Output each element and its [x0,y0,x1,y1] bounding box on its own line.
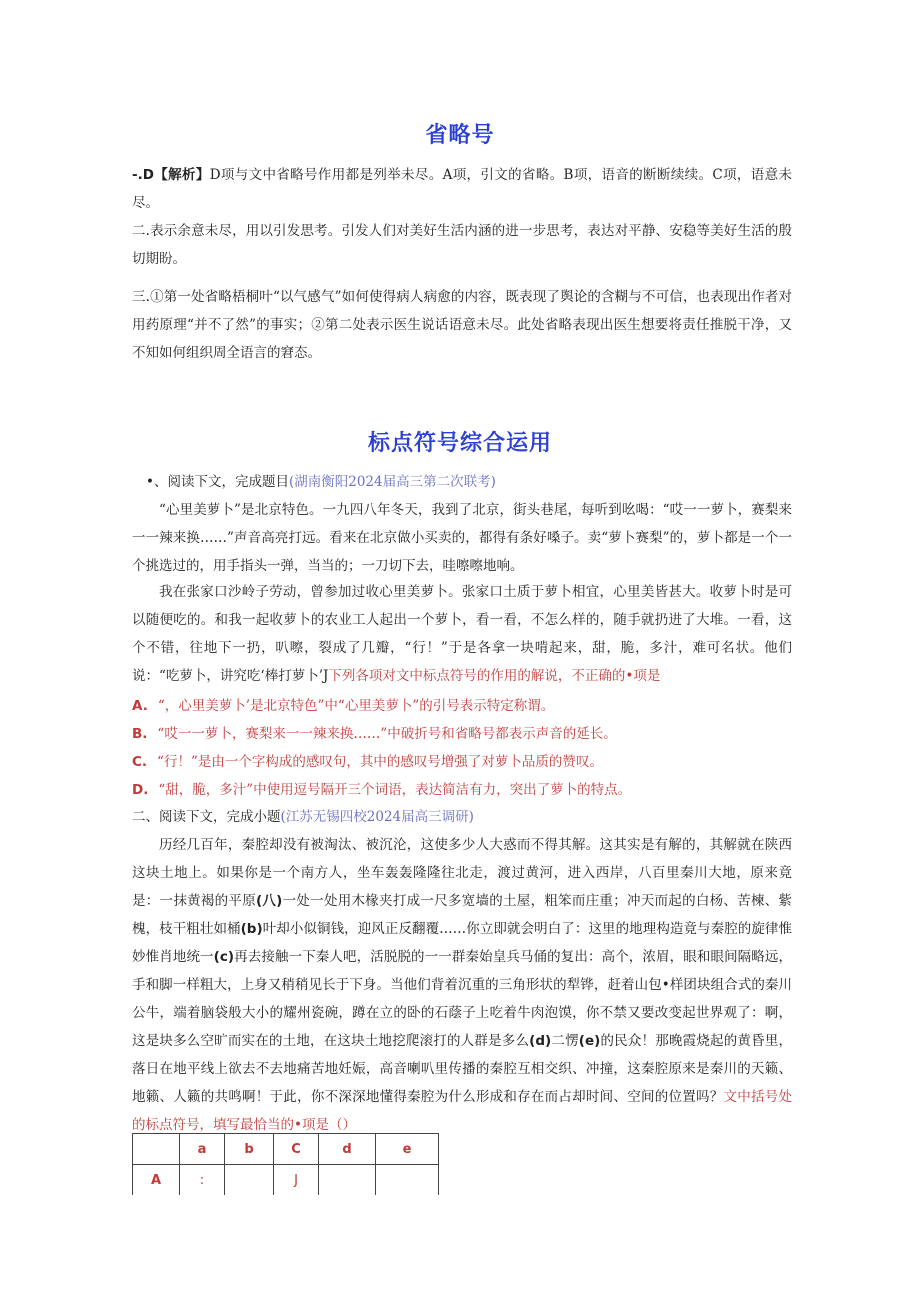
table-header-cell: d [319,1134,376,1165]
answer-table-header [133,1134,439,1165]
table-header-cell: C [274,1134,319,1165]
passage2-seg-e: 二愣 [551,1033,579,1049]
part1-heading [132,468,792,496]
passage2 [132,831,792,1139]
passage1-para2-text: 我在张家口沙岭子劳动，曾参加过收心里美萝卜。张家口土质于萝卜相宜，心里美皆甚大。收萝卜时是可以随便吃的。和我一起收萝卜的农业工人起出一个萝卜，看一看，不怎么样的，随手就扔进了大堆。一看，这个不错，往地下一扔，叭嚓，裂成了几瓣，“行！”于是各拿一块啃起来，甜，脆，多汁，难可名状。他们说：“吃萝卜，讲究吃‘棒打萝卜’J [132,584,792,684]
blank-c: (c) [213,949,235,965]
table-cell [319,1165,376,1196]
table-cell [376,1165,439,1196]
blank-e: (e) [578,1033,601,1049]
blank-d: (d) [529,1033,552,1049]
option-c-label: C. [132,754,148,770]
table-cell: A [133,1165,180,1196]
part1-heading-text: •、阅读下文，完成题目 [146,474,289,490]
option-a-text: “，心里美萝卜’是北京特色”中“心里美萝卜”的引号表示特定称谓。 [157,698,555,714]
option-b [132,720,792,748]
part2-source: (江苏无锡四校2024届高三调研) [280,809,474,825]
section-title-ellipsis: 省略号 [425,123,495,148]
part1-source: (湖南衡阳2024届高三第二次联考) [288,474,496,490]
option-b-text: “哎一一萝卜，赛梨来一一辣来换……”中破折号和省略号都表示声音的延长。 [157,726,617,742]
answer-table [132,1133,439,1195]
passage2-seg-d: 再去接触一下秦人吧，活脱脱的一一群秦始皇兵马俑的复出：高个，浓眉，眼和眼间隔略远，手和脚一样粗大，上身又稍稍见长于下身。当他们背着沉重的三角形状的犁铧，赶着山包•样团块组合式的秦川公牛，端着脑袋般大小的耀州瓷碗，蹲在立的卧的石蔭子上吃着牛肉泡馍，你不禁又要改变起世界观了：啊，这是块多么空旷而实在的土地，在这块土地挖爬滚打的人群是多么 [132,949,793,1049]
option-a-label: A. [132,698,148,714]
option-c [132,748,792,776]
table-header-cell: b [225,1134,274,1165]
blank-a: (八) [255,893,283,909]
passage2-seg-a: 历经几百年，秦腔却没有被淘汰、被沉沦，这使多少人大惑而不得其解。这其实是有解的，其解就在陕西这块土地上。如果你是一个南方人，坐车轰轰隆隆往北走，渡过黄河，进入西岸，八百里秦川大地，原来竟是：一抹黄褐的平原 [132,837,792,909]
option-d-label: D. [132,782,149,798]
passage2-seg-f: 的民众！那晚霞烧起的黄昏里，落日在地平线上欲去不去地痛苦地妊娠，高音喇叭里传播的秦腔互相交织、冲撞，这秦腔原来是秦川的天籁、地籁、人籁的共鸣啊！于此，你不深深地懂得秦腔为什么形成和存在而占却时间、空间的位置吗？ [132,1033,793,1105]
passage2-seg-b: 一处一处用木椽夹打成一尺多宽墙的土屋，粗笨而庄重；冲天而起的白杨、苦楝、紫槐，枝干粗壮如桶 [132,893,792,937]
table-header-cell: a [180,1134,225,1165]
part2-heading-text: 二、阅读下文，完成小题 [132,809,281,825]
option-d [132,776,792,804]
answer-3: 三.①第一处省略梧桐叶“以气感气”如何使得病人病愈的内容，既表现了舆论的含糊与不可信，也表现出作者对用药原理“并不了然”的事实；②第二处表示医生说话语意未尽。此处省略表现出医生想要将责任推脱干净，又不知如何组织周全语言的窘态。 [132,289,792,361]
table-row [133,1165,439,1196]
option-b-label: B. [132,726,148,742]
option-c-text: “行！”是由一个字构成的感叹句，其中的感叹号增强了对萝卜品质的赞叹。 [157,754,603,770]
passage1-para2 [132,578,792,690]
blank-b: (b) [240,921,263,937]
table-header-cell: e [376,1134,439,1165]
option-d-text: “甜，脆，多汁”中使用逗号隔开三个词语，表达简洁有力，突出了萝卜的特点。 [158,782,632,798]
option-a [132,692,792,720]
table-cell: J [274,1165,319,1196]
passage1-para1: “心里美萝卜”是北京特色。一九四八年冬天，我到了北京，街头巷尾，每听到吆喝：“哎一一萝卜，赛梨来一一辣来换……”声音高亮打远。看来在北京做小买卖的，都得有条好嗓子。卖“萝卜赛梨”的，萝卜都是一个一个挑选过的，用手指头一弹，当当的；一刀切下去，哇嚓嚓地响。 [132,502,792,574]
answer-2: 二.表示余意未尽，用以引发思考。引发人们对美好生活内涵的进一步思考，表达对平静、安稳等美好生活的殷切期盼。 [132,223,792,267]
answer-1-text: D项与文中省略号作用都是列举未尽。A项，引文的省略。B项，语音的断断续续。C项，语意未尽。 [132,167,792,211]
answer-1 [132,161,792,217]
table-cell [225,1165,274,1196]
table-cell: : [180,1165,225,1196]
table-header-cell [133,1134,180,1165]
question2-prompt: 文中括号处的标点符号，填写最恰当的•项是（） [132,1089,793,1133]
passage2-seg-c: 叶却小似铜钱，迎风正反翻覆……你立即就会明白了：这里的地理构造竟与秦腔的旋律惟妙惟肖地统一 [132,921,793,965]
question1-prompt: 下列各项对文中标点符号的作用的解说，不正确的•项是 [328,668,661,684]
answer-1-number: -.D【解析】 [132,167,210,183]
section-title-punctuation: 标点符号综合运用 [367,431,552,456]
part2-heading [132,803,792,831]
